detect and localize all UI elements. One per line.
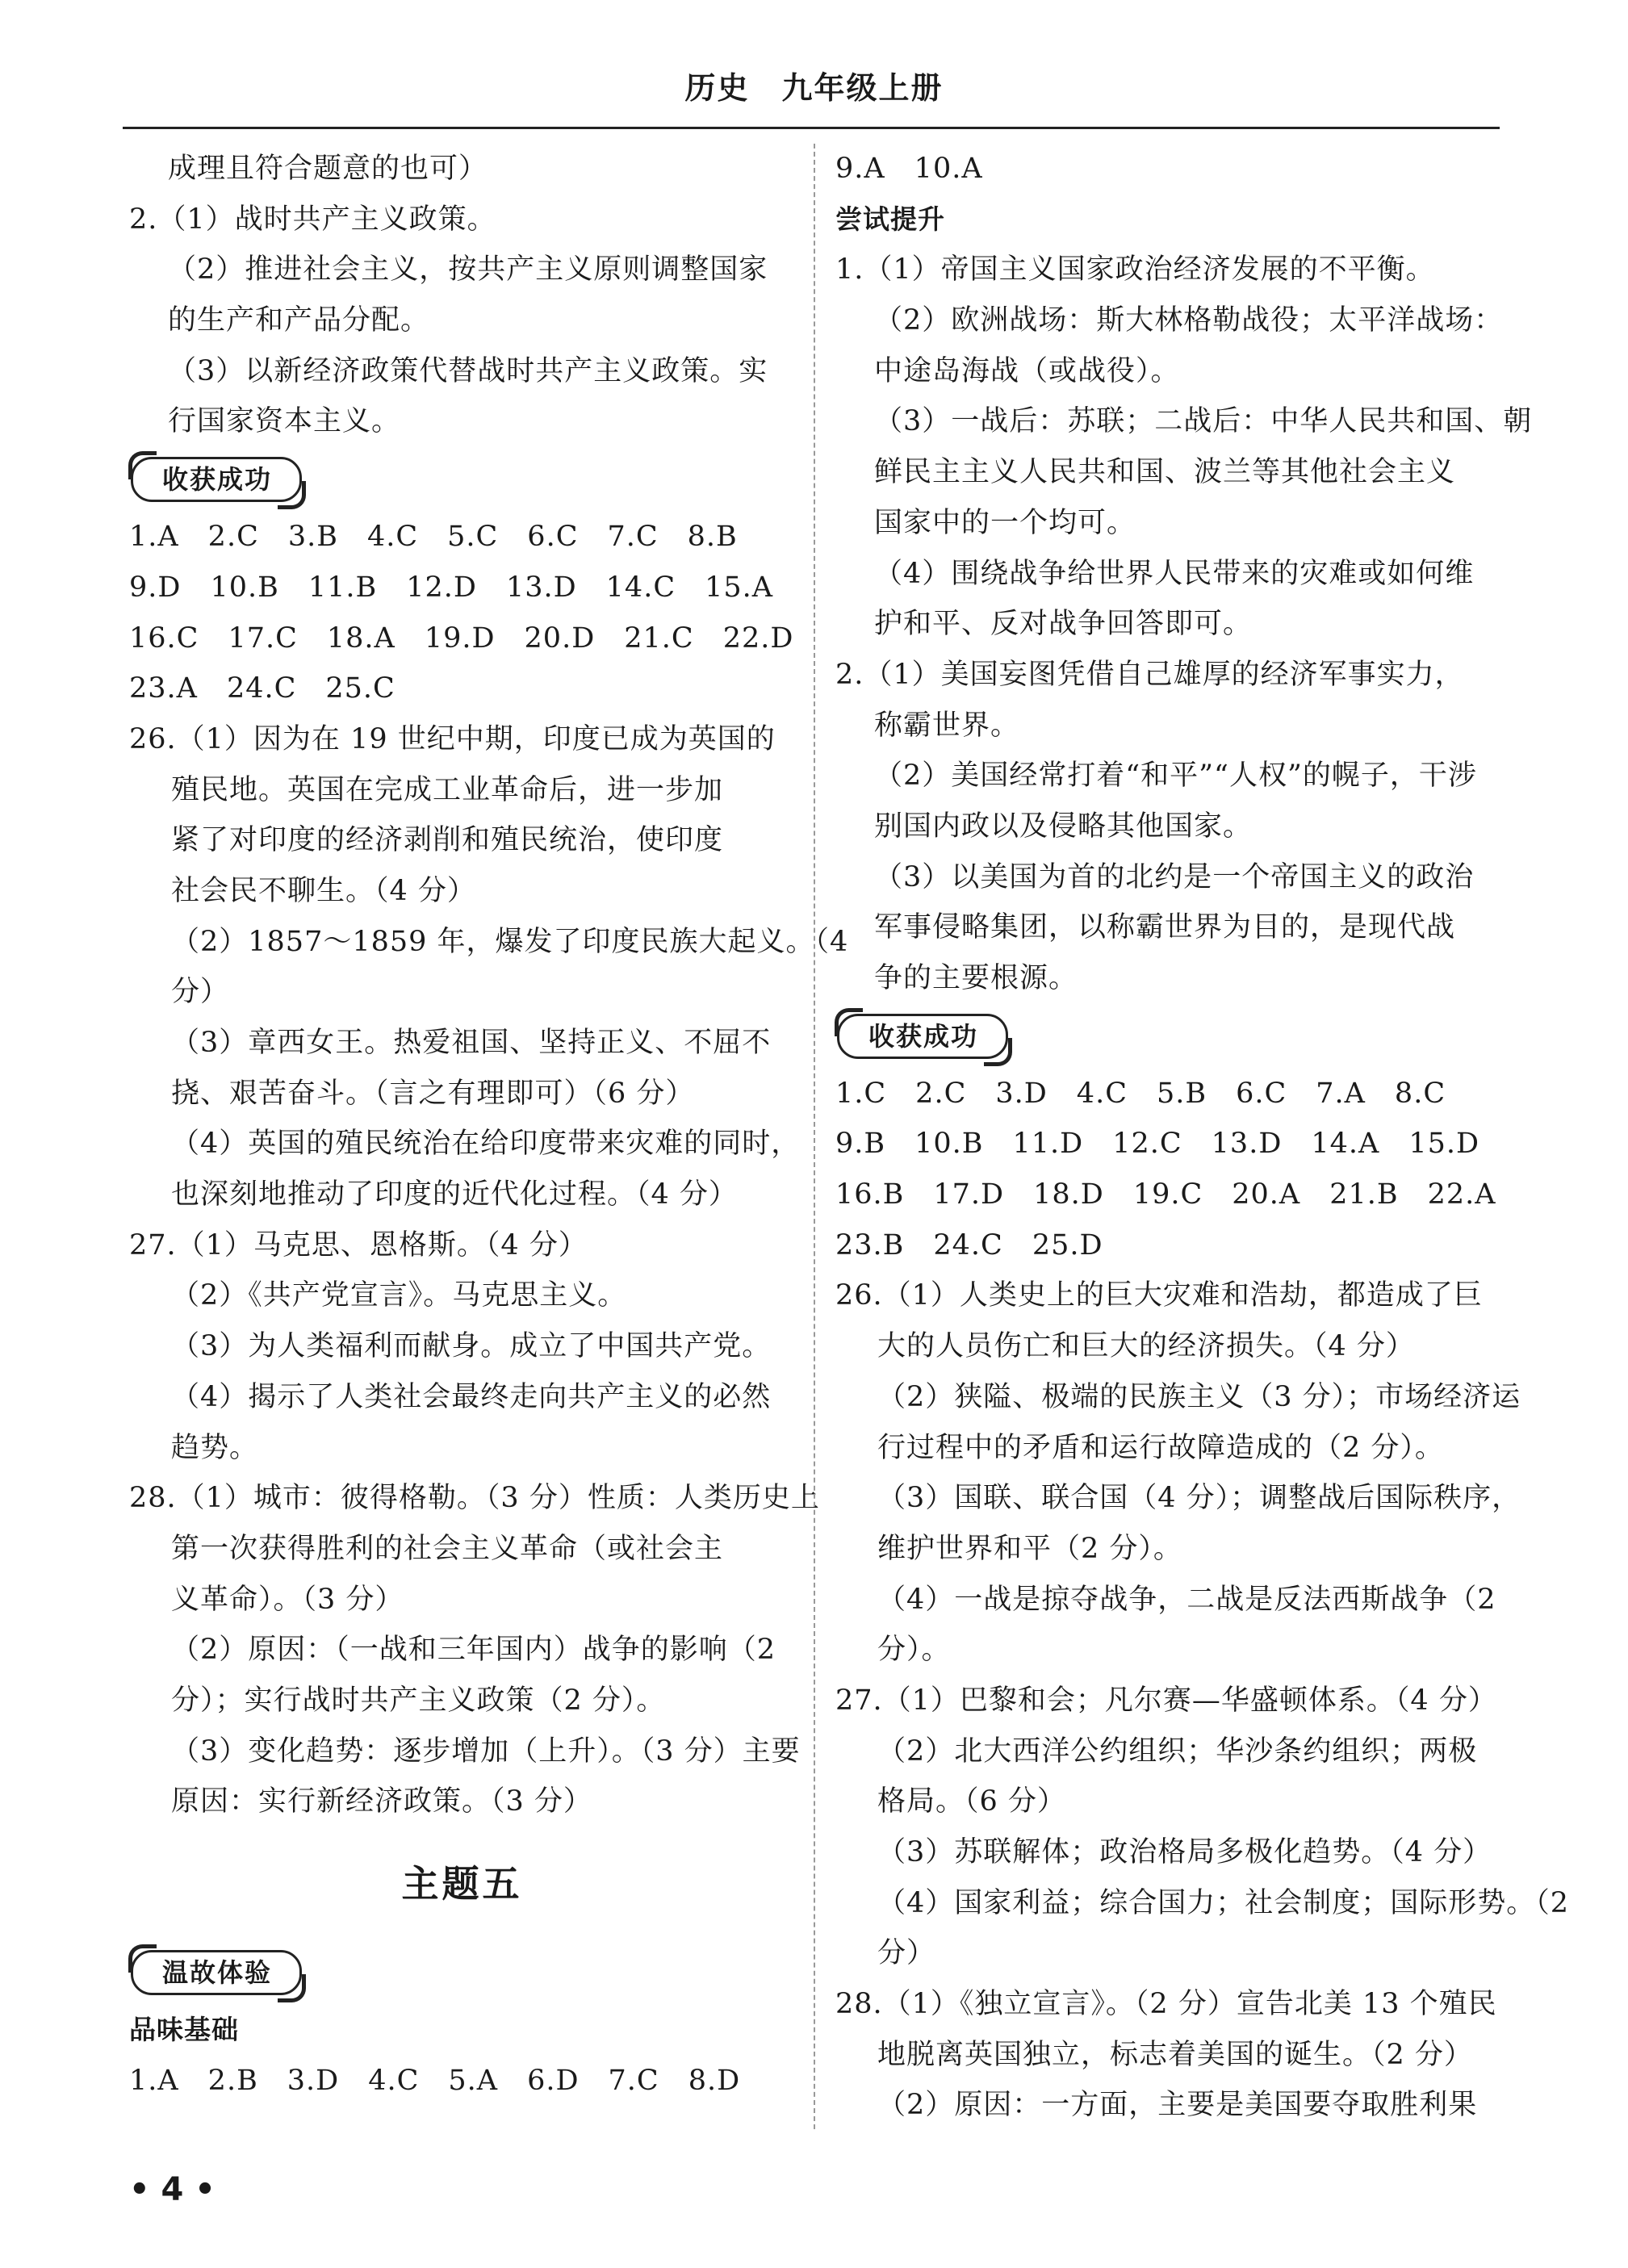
answer-line: 2.（1）美国妄图凭借自己雄厚的经济军事实力， <box>835 658 1464 691</box>
answer-line: （2）狭隘、极端的民族主义（3 分）；市场经济运 <box>877 1380 1521 1413</box>
answer-line: （3）以美国为首的北约是一个帝国主义的政治 <box>874 860 1475 893</box>
answer-line: （3）国联、联合国（4 分）；调整战后国际秩序， <box>877 1482 1521 1515</box>
answer-line: （4）国家利益；综合国力；社会制度；国际形势。（2 <box>877 1886 1570 1919</box>
answer-line: 紧了对印度的经济剥削和殖民统治，使印度 <box>171 824 724 857</box>
answer-line: 挠、艰苦奋斗。（言之有理即可）（6 分） <box>171 1077 695 1110</box>
answer-line: （2）原因：（一战和三年国内）战争的影响（2 <box>171 1634 776 1667</box>
answer-line: （2）欧洲战场：斯大林格勒战役；太平洋战场： <box>874 304 1504 337</box>
section-badge <box>837 1014 1008 1059</box>
answer-line: （4）揭示了人类社会最终走向共产主义的必然 <box>171 1380 772 1413</box>
answer-line: （2）原因：一方面，主要是美国要夺取胜利果 <box>877 2089 1478 2122</box>
badge-arrow-right-icon <box>984 1038 1012 1066</box>
answer-line: 26.（1）人类史上的巨大灾难和浩劫，都造成了巨 <box>835 1279 1483 1312</box>
section-badge <box>131 457 302 502</box>
answer-line: （3）章西女王。热爱祖国、坚持正义、不屈不 <box>171 1027 772 1059</box>
section-badge <box>131 1950 302 1995</box>
badge-arrow-right-icon <box>278 1974 306 2002</box>
section-badge-label: 收获成功 <box>868 1020 979 1052</box>
answer-line: 9.D 10.B 11.B 12.D 13.D 14.C 15.A <box>129 571 774 604</box>
answer-line: 行国家资本主义。 <box>168 405 401 438</box>
answer-line: 26.（1）因为在 19 世纪中期，印度已成为英国的 <box>129 722 776 755</box>
answer-line: 2.（1）战时共产主义政策。 <box>129 203 496 236</box>
answer-line: 分） <box>171 976 230 1009</box>
answer-line: 分）；实行战时共产主义政策（2 分）。 <box>171 1684 666 1717</box>
answer-line: 别国内政以及侵略其他国家。 <box>874 810 1253 843</box>
answer-line: 27.（1）巴黎和会；凡尔赛—华盛顿体系。（4 分） <box>835 1684 1497 1717</box>
answer-line: 23.B 24.C 25.D <box>835 1228 1103 1262</box>
answer-line: 1.A 2.C 3.B 4.C 5.C 6.C 7.C 8.B <box>129 521 738 554</box>
answer-line: 成理且符合题意的也可） <box>168 153 488 185</box>
answer-line: 原因：实行新经济政策。（3 分） <box>171 1785 592 1818</box>
answer-line: 分） <box>877 1937 936 1970</box>
section-badge-row <box>129 447 795 512</box>
answer-line: （4）围绕战争给世界人民带来的灾难或如何维 <box>874 557 1475 590</box>
answer-line: 9.A 10.A <box>835 153 983 185</box>
answer-line: （2）美国经常打着“和平”“人权”的幌子，干涉 <box>874 759 1477 793</box>
answer-line: 趋势。 <box>171 1431 259 1464</box>
answer-line: 第一次获得胜利的社会主义革命（或社会主 <box>171 1532 724 1565</box>
badge-arrow-left-icon <box>128 451 157 479</box>
answer-line: 也深刻地推动了印度的近代化过程。（4 分） <box>171 1178 738 1211</box>
answer-line: （4）英国的殖民统治在给印度带来灾难的同时， <box>171 1128 801 1161</box>
section-badge-label: 收获成功 <box>162 464 273 496</box>
badge-arrow-right-icon <box>278 481 306 509</box>
answer-line: 分）。 <box>877 1634 951 1667</box>
answer-line: 军事侵略集团，以称霸世界为目的，是现代战 <box>874 911 1456 944</box>
answer-line: 28.（1）《独立宣言》。（2 分）宣告北美 13 个殖民 <box>835 1988 1497 2021</box>
answer-line: 地脱离英国独立，标志着美国的诞生。（2 分） <box>877 2038 1473 2071</box>
answer-line: 格局。（6 分） <box>877 1785 1066 1818</box>
answer-line: 义革命）。（3 分） <box>171 1583 404 1616</box>
column-divider <box>814 144 815 2129</box>
badge-arrow-left-icon <box>128 1944 157 1973</box>
answer-line: 1.A 2.B 3.D 4.C 5.A 6.D 7.C 8.D <box>129 2064 741 2097</box>
answer-line: 9.B 10.B 11.D 12.C 13.D 14.A 15.D <box>835 1128 1480 1161</box>
answer-line: 16.B 17.D 18.D 19.C 20.A 21.B 22.A <box>835 1178 1496 1211</box>
answer-line: 28.（1）城市：彼得格勒。（3 分）性质：人类历史上 <box>129 1482 820 1515</box>
answer-line: （3）一战后：苏联；二战后：中华人民共和国、朝 <box>874 405 1533 438</box>
answer-line: 护和平、反对战争回答即可。 <box>874 608 1253 641</box>
page-number: • 4 • <box>129 2171 216 2208</box>
badge-arrow-left-icon <box>835 1008 863 1036</box>
answer-line: 维护世界和平（2 分）。 <box>877 1532 1182 1565</box>
section-title: 主题五 <box>401 1862 523 1906</box>
section-badge-row <box>835 1004 1497 1069</box>
answer-line: 中途岛海战（或战役）。 <box>874 354 1180 387</box>
answer-line: （4）一战是掠夺战争，二战是反法西斯战争（2 <box>877 1583 1496 1616</box>
answer-line: 行过程中的矛盾和运行故障造成的（2 分）。 <box>877 1431 1444 1464</box>
answer-line: 的生产和产品分配。 <box>168 304 430 337</box>
section-badge-label: 温故体验 <box>162 1957 273 1988</box>
left-column <box>129 144 849 2106</box>
answer-line: 鲜民主主义人民共和国、波兰等其他社会主义 <box>874 456 1456 489</box>
answer-line: 1.C 2.C 3.D 4.C 5.B 6.C 7.A 8.C <box>835 1077 1446 1110</box>
answer-line: （3）苏联解体；政治格局多极化趋势。（4 分） <box>877 1836 1492 1868</box>
subsection-heading: 品味基础 <box>129 2014 239 2045</box>
answer-line: 大的人员伤亡和巨大的经济损失。（4 分） <box>877 1330 1415 1363</box>
answer-line: 争的主要根源。 <box>874 962 1078 994</box>
answer-line: 16.C 17.C 18.A 19.D 20.D 21.C 22.D <box>129 621 794 655</box>
answer-line: 称霸世界。 <box>874 709 1020 742</box>
header-rule <box>123 127 1500 129</box>
answer-line: （2）推进社会主义，按共产主义原则调整国家 <box>168 253 768 287</box>
answer-line: 27.（1）马克思、恩格斯。（4 分） <box>129 1228 588 1262</box>
page-header: 历史 九年级上册 <box>684 70 944 106</box>
answer-line: （2）《共产党宣言》。马克思主义。 <box>171 1279 627 1312</box>
answer-line: （2）北大西洋公约组织；华沙条约组织；两极 <box>877 1734 1478 1768</box>
answer-line: （3）为人类福利而献身。成立了中国共产党。 <box>171 1330 772 1363</box>
answer-line: 殖民地。英国在完成工业革命后，进一步加 <box>171 773 724 806</box>
answer-line: 社会民不聊生。（4 分） <box>171 874 476 907</box>
answer-line: （3）以新经济政策代替战时共产主义政策。实 <box>168 354 768 387</box>
section-badge-row <box>129 1940 795 2005</box>
answer-line: （3）变化趋势：逐步增加（上升）。（3 分）主要 <box>171 1734 801 1768</box>
answer-line: 23.A 24.C 25.C <box>129 672 395 705</box>
answer-line: 国家中的一个均可。 <box>874 506 1136 539</box>
right-column <box>835 144 1570 2131</box>
answer-line: 1.（1）帝国主义国家政治经济发展的不平衡。 <box>835 253 1435 287</box>
answer-line: （2）1857～1859 年，爆发了印度民族大起义。（4 <box>171 925 849 958</box>
subsection-heading: 尝试提升 <box>835 203 945 235</box>
